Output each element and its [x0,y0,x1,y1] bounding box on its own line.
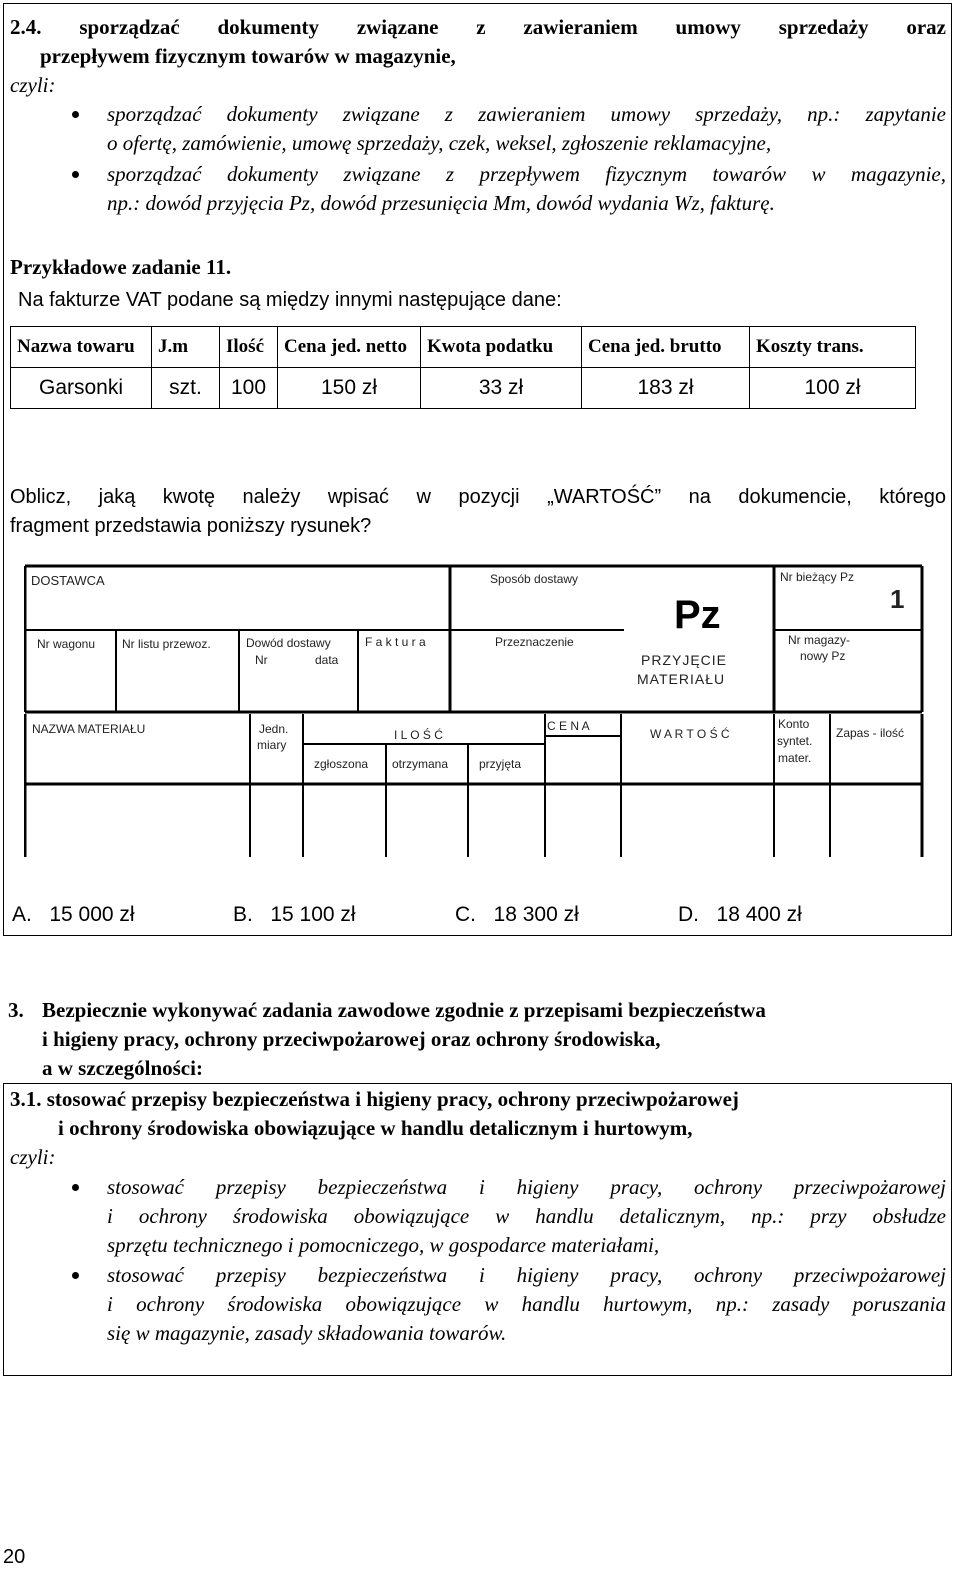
form-label: mater. [778,751,812,765]
answer-option-a[interactable] [12,900,135,929]
table-cell: Garsonki [11,368,152,409]
bullet-text: sporządzać dokumenty związane z zawieraniem umowy sprzedaży, np.: zapytanie [107,102,946,126]
invoice-table [10,326,916,409]
form-label: data [315,653,339,667]
form-label: przyjęta [479,757,522,771]
header-cell: Kwota podatku [421,327,582,368]
header-cell: Cena jed. netto [278,327,421,368]
form-label: C E N A [547,719,590,733]
table-cell: 100 [220,368,278,409]
answer-option-d[interactable] [678,900,802,929]
section-heading: 2.4. sporządzać dokumenty związane z zawieraniem umowy sprzedaży oraz [10,15,946,39]
form-label: Sposób dostawy [490,572,579,586]
bullet-text: sprzętu technicznego i pomocniczego, w gospodarce materiałami, [107,1233,660,1257]
table-row [11,368,916,409]
bullet-text: stosować przepisy bezpieczeństwa i higieny pracy, ochrony przeciwpożarowej [107,1263,946,1287]
form-label: Nr magazy- [788,633,851,647]
answer-option-c[interactable] [455,900,579,929]
task-intro: Na fakturze VAT podane są między innymi następujące dane: [18,289,562,311]
task-title: Przykładowe zadanie 11. [10,255,232,279]
answer-value: 18 400 zł [716,903,802,926]
section-heading-cont: przepływem fizycznym towarów w magazynie, [40,44,456,68]
bullet-icon [72,111,79,118]
form-label: Nr bieżący Pz [780,570,855,584]
answer-value: 15 100 zł [270,903,356,926]
answer-letter: B. [233,903,253,926]
subsection-heading: 3.1. stosować przepisy bezpieczeństwa i higieny pracy, ochrony przeciwpożarowej [10,1087,739,1111]
bullet-text: np.: dowód przyjęcia Pz, dowód przesunięcia Mm, dowód wydania Wz, fakturę. [107,191,775,215]
bullet-icon [72,171,79,178]
header-cell: Koszty trans. [750,327,916,368]
form-label: DOSTAWCA [31,573,105,588]
form-label: Dowód dostawy [246,636,331,650]
answer-letter: C. [455,903,476,926]
form-label: otrzymana [392,757,449,771]
answer-option-b[interactable] [233,900,356,929]
answer-value: 15 000 zł [49,903,135,926]
form-label: Jedn. [259,722,289,736]
bullet-text: o ofertę, zamówienie, umowę sprzedaży, czek, weksel, zgłoszenie reklamacyjne, [107,131,772,155]
form-subtitle: MATERIAŁU [637,671,726,687]
bullet-text: i ochrony środowiska obowiązujące w handlu hurtowym, np.: zasady poruszania [107,1292,946,1316]
answer-letter: A. [12,903,32,926]
answer-letter: D. [678,903,699,926]
form-label: F a k t u r a [365,635,426,649]
table-cell: 33 zł [421,368,582,409]
table-header-row [11,327,916,368]
table-cell: 100 zł [750,368,916,409]
table-cell: szt. [152,368,220,409]
table-cell: 183 zł [582,368,750,409]
form-label: Przeznaczenie [495,635,574,649]
form-value: 1 [890,584,905,614]
form-label: NAZWA MATERIAŁU [32,722,146,736]
pz-form-fragment [24,564,924,859]
page-number: 20 [3,1546,26,1568]
form-label: syntet. [777,734,813,748]
header-cell: Ilość [220,327,278,368]
header-cell: J.m [152,327,220,368]
bullet-text: i ochrony środowiska obowiązujące w handlu detalicznym, np.: przy obsłudze [107,1204,946,1228]
form-label: Nr listu przewoz. [122,637,211,651]
form-label: W A R T O Ś Ć [650,727,730,741]
czyli-label: czyli: [10,73,56,97]
form-label: miary [257,738,287,752]
czyli-label: czyli: [10,1145,56,1169]
section-heading-cont: i higieny pracy, ochrony przeciwpożarowej oraz ochrony środowiska, [42,1027,661,1051]
form-label: zgłoszona [314,757,369,771]
table-cell: 150 zł [278,368,421,409]
section-heading-cont: a w szczególności: [42,1056,203,1080]
form-label: I L O Ś Ć [394,728,443,742]
bullet-icon [72,1184,79,1191]
form-label: Nr [255,653,268,667]
section-number: 3. [8,998,24,1022]
question-text: Oblicz, jaką kwotę należy wpisać w pozycji „WARTOŚĆ” na dokumencie, którego [10,486,946,508]
form-label: nowy Pz [800,649,846,663]
subsection-heading-cont: i ochrony środowiska obowiązujące w handlu detalicznym i hurtowym, [58,1116,693,1140]
bullet-text: się w magazynie, zasady składowania towarów. [107,1321,507,1345]
bullet-icon [72,1272,79,1279]
form-label: Nr wagonu [37,637,96,651]
form-subtitle: PRZYJĘCIE [641,652,728,668]
bullet-text: sporządzać dokumenty związane z przepływem fizycznym towarów w magazynie, [107,162,946,186]
header-cell: Cena jed. brutto [582,327,750,368]
pz-form-lines [24,564,924,859]
header-cell: Nazwa towaru [11,327,152,368]
section-heading: Bezpiecznie wykonywać zadania zawodowe zgodnie z przepisami bezpieczeństwa [42,998,766,1022]
bullet-text: stosować przepisy bezpieczeństwa i higieny pracy, ochrony przeciwpożarowej [107,1175,946,1199]
form-label: Konto [778,717,810,731]
question-text-cont: fragment przedstawia poniższy rysunek? [10,515,372,537]
form-label: Zapas - ilość [836,726,905,740]
answer-value: 18 300 zł [493,903,579,926]
form-title: Pz [674,593,721,637]
